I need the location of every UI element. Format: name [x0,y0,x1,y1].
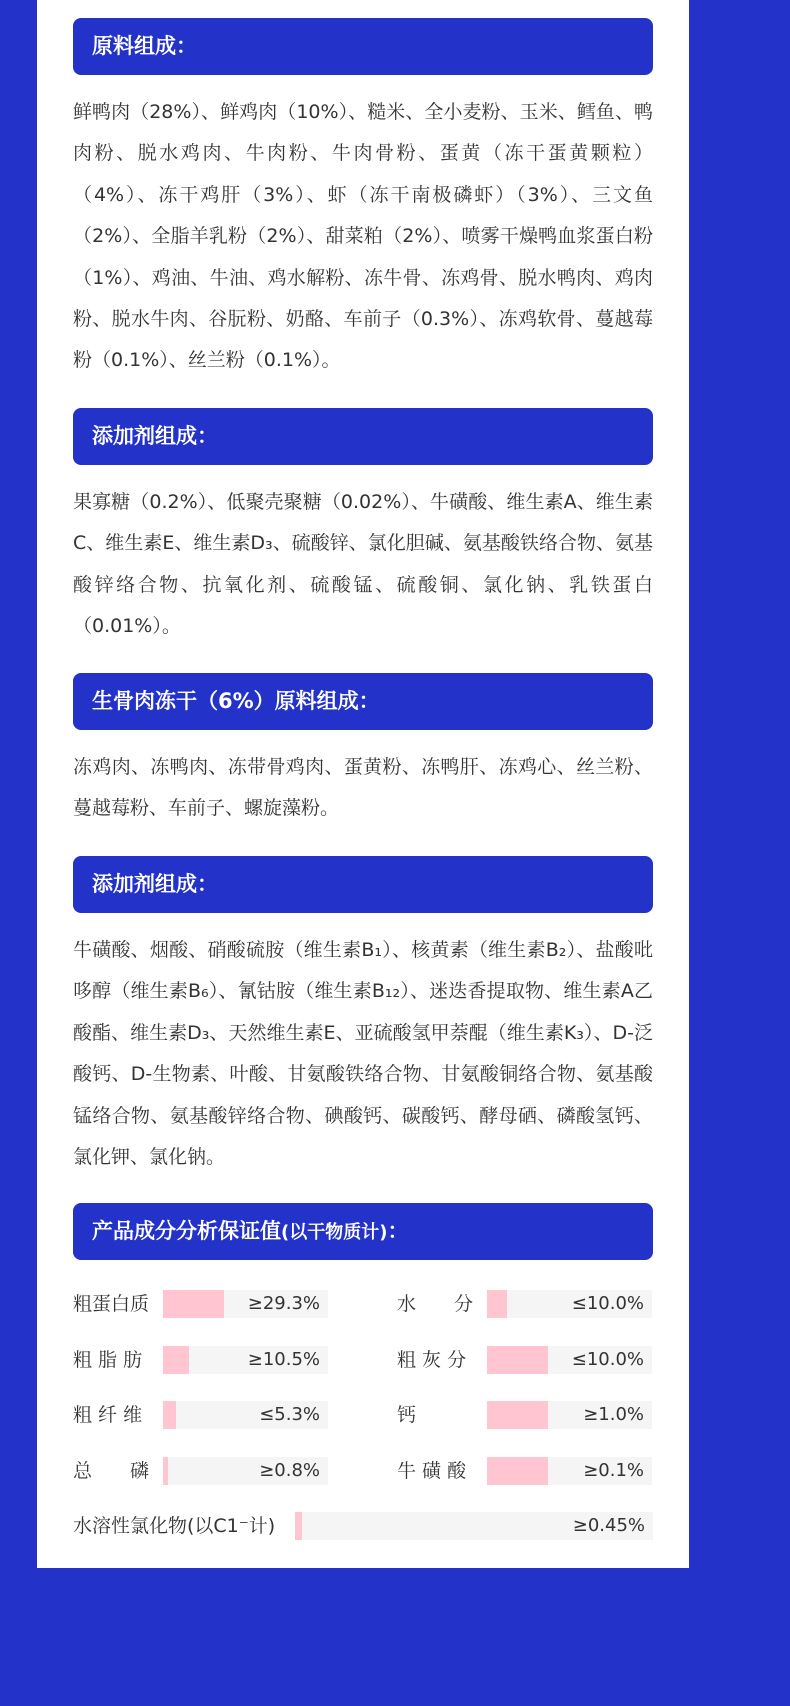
freeze-dried-additives-text: 牛磺酸、烟酸、硝酸硫胺（维生素B₁）、核黄素（维生素B₂）、盐酸吡哆醇（维生素B₆）、氰钴胺（维生素B₁₂）、迷迭香提取物、维生素A乙酸酯、维生素D₃、天然维生素E、亚硫酸氢甲萘醌（维生素K₃）、D-泛酸钙、D-生物素、叶酸、甘氨酸铁络合物、甘氨酸铜络合物、氨基酸锰络合物、氨基酸锌络合物、碘酸钙、碳酸钙、酵母硒、磷酸氢钙、氯化钾、氯化钠。 [73,939,653,1169]
additives-text: 果寡糖（0.2%）、低聚壳聚糖（0.02%）、牛磺酸、维生素A、维生素C、维生素E、维生素D₃、硫酸锌、氯化胆碱、氨基酸铁络合物、氨基酸锌络合物、抗氧化剂、硫酸锰、硫酸铜、氯化钠、乳铁蛋白（0.01%）。 [73,491,653,638]
analysis-value: ≥29.3% [247,1293,320,1314]
analysis-bar [163,1290,328,1318]
analysis-label: 总 磷 [73,1460,150,1482]
analysis-label: 粗 纤 维 [73,1404,143,1426]
section-title: 原料组成： [92,34,197,58]
analysis-bar [163,1401,328,1429]
analysis-label: 钙 [397,1404,417,1426]
analysis-label: 粗 脂 肪 [73,1349,143,1371]
analysis-value: ≥0.1% [583,1460,644,1481]
analysis-row-taurine [397,1457,652,1485]
section-header-guaranteed-analysis [73,1203,653,1260]
analysis-title: 产品成分分析保证值 [92,1219,281,1243]
section-header-freeze-dried-raw-materials [73,673,653,730]
analysis-bar-fill [163,1290,224,1318]
analysis-bar-fill [163,1457,168,1485]
analysis-value: ≤10.0% [571,1349,644,1370]
analysis-label: 牛 磺 酸 [397,1460,467,1482]
analysis-row-total-phosphorus [73,1457,328,1485]
analysis-bar-fill [487,1457,548,1485]
analysis-value: ≤10.0% [571,1293,644,1314]
analysis-bar-fill [487,1290,507,1318]
analysis-bar [163,1457,328,1485]
analysis-label: 水 分 [397,1293,474,1315]
analysis-bar [487,1457,652,1485]
analysis-row-calcium [397,1401,652,1429]
analysis-bar-fill [487,1401,548,1429]
analysis-row-crude-ash [397,1346,652,1374]
analysis-bar [163,1346,328,1374]
analysis-bar [487,1346,652,1374]
analysis-title-note: (以干物质计) [281,1222,388,1243]
section-header-freeze-dried-additives [73,856,653,913]
raw-materials-text: 鲜鸭肉（28%）、鲜鸡肉（10%）、糙米、全小麦粉、玉米、鳕鱼、鸭肉粉、脱水鸡肉、牛肉粉、牛肉骨粉、蛋黄（冻干蛋黄颗粒）（4%）、冻干鸡肝（3%）、虾（冻干南极磷虾）（3%）、三文鱼（2%）、全脂羊乳粉（2%）、甜菜粕（2%）、喷雾干燥鸭血浆蛋白粉（1%）、鸡油、牛油、鸡水解粉、冻牛骨、冻鸡骨、脱水鸭肉、鸡肉粉、脱水牛肉、谷朊粉、奶酪、车前子（0.3%）、冻鸡软骨、蔓越莓粉（0.1%）、丝兰粉（0.1%）。 [73,101,653,372]
analysis-label: 粗 灰 分 [397,1349,467,1371]
analysis-value: ≥0.8% [259,1460,320,1481]
analysis-row-crude-fat [73,1346,328,1374]
section-title: 生骨肉冻干（6%）原料组成： [92,689,380,713]
freeze-dried-raw-materials-text: 冻鸡肉、冻鸭肉、冻带骨鸡肉、蛋黄粉、冻鸭肝、冻鸡心、丝兰粉、蔓越莓粉、车前子、螺旋藻粉。 [73,756,653,820]
analysis-value: ≥0.45% [572,1515,645,1536]
analysis-value: ≤5.3% [259,1404,320,1425]
analysis-bar-fill [163,1401,176,1429]
analysis-bar [295,1512,653,1540]
section-header-raw-materials [73,18,653,75]
analysis-label: 水溶性氯化物(以C1⁻计) [73,1515,276,1537]
analysis-value: ≥1.0% [583,1404,644,1425]
content-panel [37,0,689,1568]
section-title: 添加剂组成： [92,872,218,896]
analysis-title-suffix: ： [387,1219,409,1243]
analysis-bar-fill [163,1346,189,1374]
analysis-row-water-soluble-chloride [73,1512,653,1540]
analysis-row-crude-protein [73,1290,328,1318]
analysis-value: ≥10.5% [247,1349,320,1370]
section-header-additives [73,408,653,465]
analysis-row-moisture [397,1290,652,1318]
analysis-row-crude-fiber [73,1401,328,1429]
analysis-bar [487,1401,652,1429]
analysis-bar-fill [487,1346,548,1374]
analysis-bar-fill [295,1512,302,1540]
analysis-bar [487,1290,652,1318]
section-title: 添加剂组成： [92,424,218,448]
analysis-label: 粗蛋白质 [73,1293,150,1315]
